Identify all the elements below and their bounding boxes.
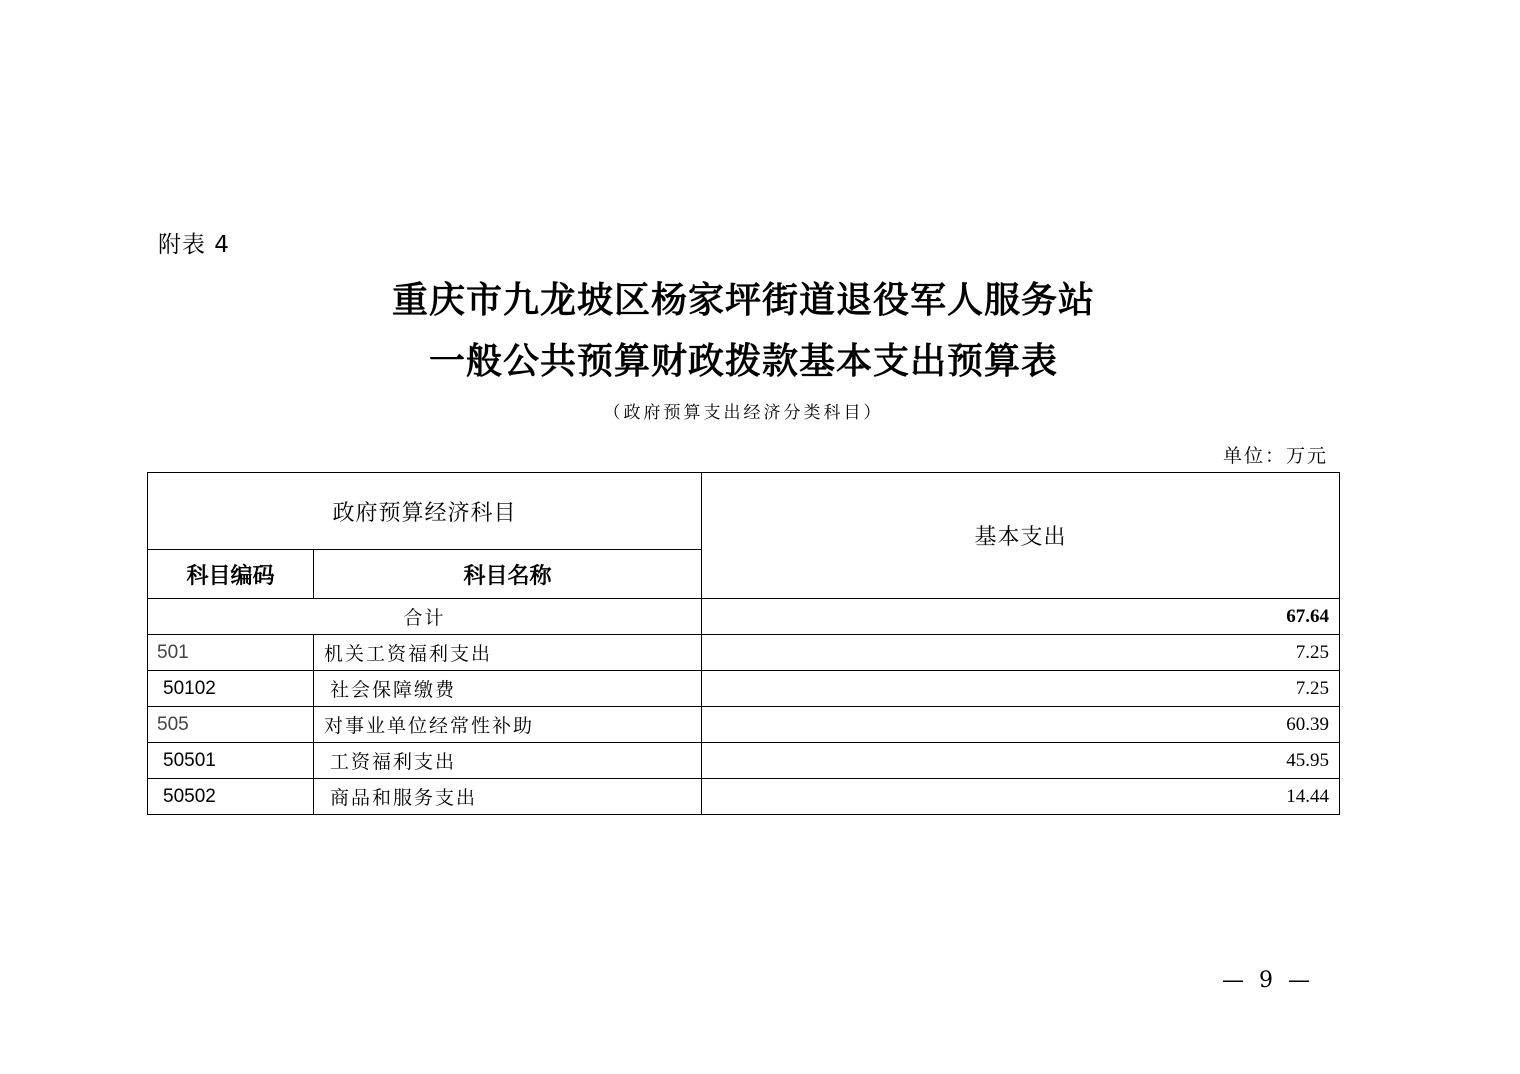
table-row [148,635,1340,671]
subject-name: 商品和服务支出 [314,779,702,815]
total-value: 67.64 [702,599,1340,635]
table-row [148,779,1340,815]
expenditure-value: 45.95 [702,743,1340,779]
header-basic-expenditure: 基本支出 [702,473,1340,599]
expenditure-value: 7.25 [702,671,1340,707]
header-economic-subject: 政府预算经济科目 [148,473,702,550]
table-row [148,707,1340,743]
attachment-label: 附表 4 [158,232,230,258]
table-header-row [148,473,1340,550]
header-subject-name: 科目名称 [314,550,702,599]
table-row [148,743,1340,779]
header-subject-code: 科目编码 [148,550,314,599]
page-number: — 9 — [1222,968,1314,993]
expenditure-value: 60.39 [702,707,1340,743]
document-subtitle: （政府预算支出经济分类科目） [603,403,884,423]
subject-code: 50502 [148,779,314,815]
subject-code: 50102 [148,671,314,707]
subject-name: 社会保障缴费 [314,671,702,707]
document-title-line-2: 一般公共预算财政拨款基本支出预算表 [428,340,1058,382]
subject-code: 505 [148,707,314,743]
subject-code: 50501 [148,743,314,779]
subject-name: 机关工资福利支出 [314,635,702,671]
unit-label: 单位：万元 [1222,445,1328,467]
table-row [148,671,1340,707]
subject-name: 对事业单位经常性补助 [314,707,702,743]
table-total-row [148,599,1340,635]
subject-code: 501 [148,635,314,671]
budget-table [147,472,1340,815]
expenditure-value: 14.44 [702,779,1340,815]
expenditure-value: 7.25 [702,635,1340,671]
document-title-line-1: 重庆市九龙坡区杨家坪街道退役军人服务站 [391,279,1095,321]
total-label: 合计 [148,599,702,635]
subject-name: 工资福利支出 [314,743,702,779]
